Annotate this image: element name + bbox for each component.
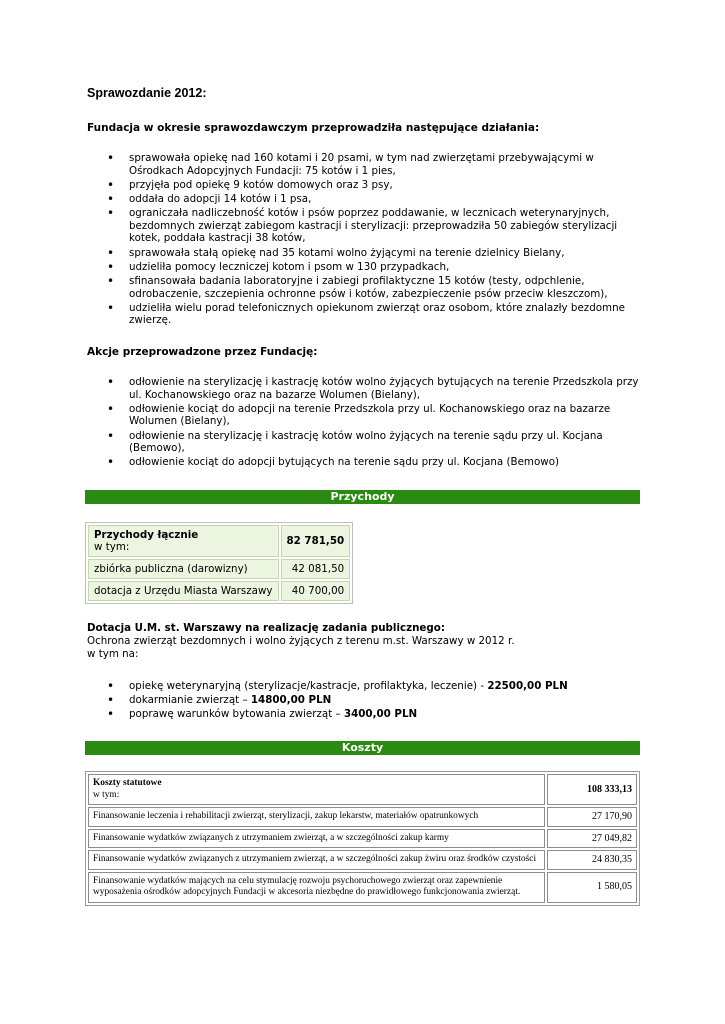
activities-heading: Fundacja w okresie sprawozdawczym przeprowadziła następujące działania: <box>87 122 540 134</box>
actions-heading: Akcje przeprowadzone przez Fundację: <box>87 346 318 358</box>
list-item: • odłowienie kociąt do adopcji na terenie Przedszkola przy ul. Kochanowskiego oraz na bazarze Wolumen (Bielany), <box>87 403 642 428</box>
list-item: • sprawowała opiekę nad 160 kotami i 20 psami, w tym nad zwierzętami przebywającymi w Ośrodkach Adopcyjnych Fundacji: 75 kotów i 1 pies, <box>87 152 642 177</box>
costs-table <box>85 771 640 906</box>
list-item: • udzieliła wielu porad telefonicznych opiekunom zwierząt oraz osobom, które znalazły bezdomne zwierzę. <box>87 302 642 327</box>
list-item: • ograniczała nadliczebność kotów i psów poprzez poddawanie, w lecznicach weterynaryjnych, bezdomnych zwierząt zabiegom kastracji i sterylizacji: przeprowadziła 50 zabiegów sterylizacji kotek, poddała kastracji 38 kotów, <box>87 207 642 245</box>
table-row <box>88 872 637 903</box>
table-row <box>88 774 637 805</box>
income-section-bar: Przychody <box>85 490 640 504</box>
list-item: • odłowienie kociąt do adopcji bytujących na terenie sądu przy ul. Kocjana (Bemowo) <box>87 456 642 469</box>
actions-list <box>87 376 642 471</box>
grant-item-text: poprawę warunków bytowania zwierząt – <box>129 708 344 721</box>
income-row-label: zbiórka publiczna (darowizny) <box>88 559 279 579</box>
costs-row-label: Finansowanie wydatków związanych z utrzymaniem zwierząt, a w szczególności zakup żwiru oraz środków czystości <box>88 850 545 870</box>
costs-row-label: Finansowanie wydatków związanych z utrzymaniem zwierząt, a w szczególności zakup karmy <box>88 829 545 849</box>
costs-total-label: Koszty statutowe <box>93 778 162 788</box>
list-item: • odłowienie na sterylizację i kastrację kotów wolno żyjących na terenie sądu przy ul. Kocjana (Bemowo), <box>87 430 642 455</box>
list-item: • oddała do adopcji 14 kotów i 1 psa, <box>87 193 642 206</box>
list-item <box>87 708 642 721</box>
grant-line-2: w tym na: <box>87 647 139 660</box>
grant-section <box>87 622 642 660</box>
table-row <box>88 525 350 557</box>
grant-item-amount: 14800,00 PLN <box>250 694 332 707</box>
table-row <box>88 807 637 827</box>
costs-row-value: 1 580,05 <box>547 872 637 903</box>
costs-row-value: 27 170,90 <box>547 807 637 827</box>
grant-item-amount: 3400,00 PLN <box>343 708 418 721</box>
page-title: Sprawozdanie 2012: <box>87 86 207 100</box>
activities-list <box>87 152 642 328</box>
grant-list <box>87 680 642 723</box>
grant-item-text: opiekę weterynaryjną (sterylizacje/kastracje, profilaktyka, leczenie) - <box>129 680 488 692</box>
table-row <box>88 829 637 849</box>
list-item: • przyjęła pod opiekę 9 kotów domowych oraz 3 psy, <box>87 179 642 192</box>
grant-title: Dotacja U.M. st. Warszawy na realizację zadania publicznego: <box>87 622 445 634</box>
costs-row-value: 24 830,35 <box>547 850 637 870</box>
income-total-sub: w tym: <box>94 541 130 553</box>
list-item <box>87 694 642 707</box>
table-row <box>88 581 350 601</box>
list-item: • odłowienie na sterylizację i kastrację kotów wolno żyjących bytujących na terenie Przedszkola przy ul. Kochanowskiego oraz na bazarze Wolumen (Bielany), <box>87 376 642 401</box>
grant-item-text: dokarmianie zwierząt – <box>129 694 251 707</box>
income-total-label: Przychody łącznie <box>94 529 199 541</box>
costs-total-sub: w tym: <box>93 789 120 800</box>
costs-row-label: Finansowanie leczenia i rehabilitacji zwierząt, sterylizacji, zakup lekarstw, materiałów opatrunkowych <box>88 807 545 827</box>
costs-total-value: 108 333,13 <box>547 774 637 805</box>
list-item <box>87 680 642 693</box>
list-item: • udzieliła pomocy leczniczej kotom i psom w 130 przypadkach, <box>87 261 642 274</box>
income-table <box>85 522 353 604</box>
table-row <box>88 850 637 870</box>
list-item: • sprawowała stałą opiekę nad 35 kotami wolno żyjącymi na terenie dzielnicy Bielany, <box>87 247 642 260</box>
grant-line-1: Ochrona zwierząt bezdomnych i wolno żyjących z terenu m.st. Warszawy w 2012 r. <box>87 634 515 647</box>
income-row-label: dotacja z Urzędu Miasta Warszawy <box>88 581 279 601</box>
income-total-value: 82 781,50 <box>281 525 351 557</box>
grant-item-amount: 22500,00 PLN <box>487 680 568 692</box>
list-item: • sfinansowała badania laboratoryjne i zabiegi profilaktyczne 15 kotów (testy, odpchlenie, odrobaczenie, szczepienia ochronne psów i kotów, zabezpieczenie psów przeciw kleszczom), <box>87 275 642 300</box>
costs-section-bar: Koszty <box>85 741 640 755</box>
costs-row-value: 27 049,82 <box>547 829 637 849</box>
income-row-value: 42 081,50 <box>281 559 351 579</box>
income-row-value: 40 700,00 <box>281 581 351 601</box>
costs-row-label: Finansowanie wydatków mających na celu stymulację rozwoju psychoruchowego zwierząt oraz zapewnienie wyposażenia ośrodków adopcyjnych Fundacji w akcesoria niezbędne do prawidłowego funkcjonowania zwierząt. <box>88 872 545 903</box>
costs-total-label-cell <box>88 774 545 805</box>
table-row <box>88 559 350 579</box>
income-total-label-cell <box>88 525 279 557</box>
